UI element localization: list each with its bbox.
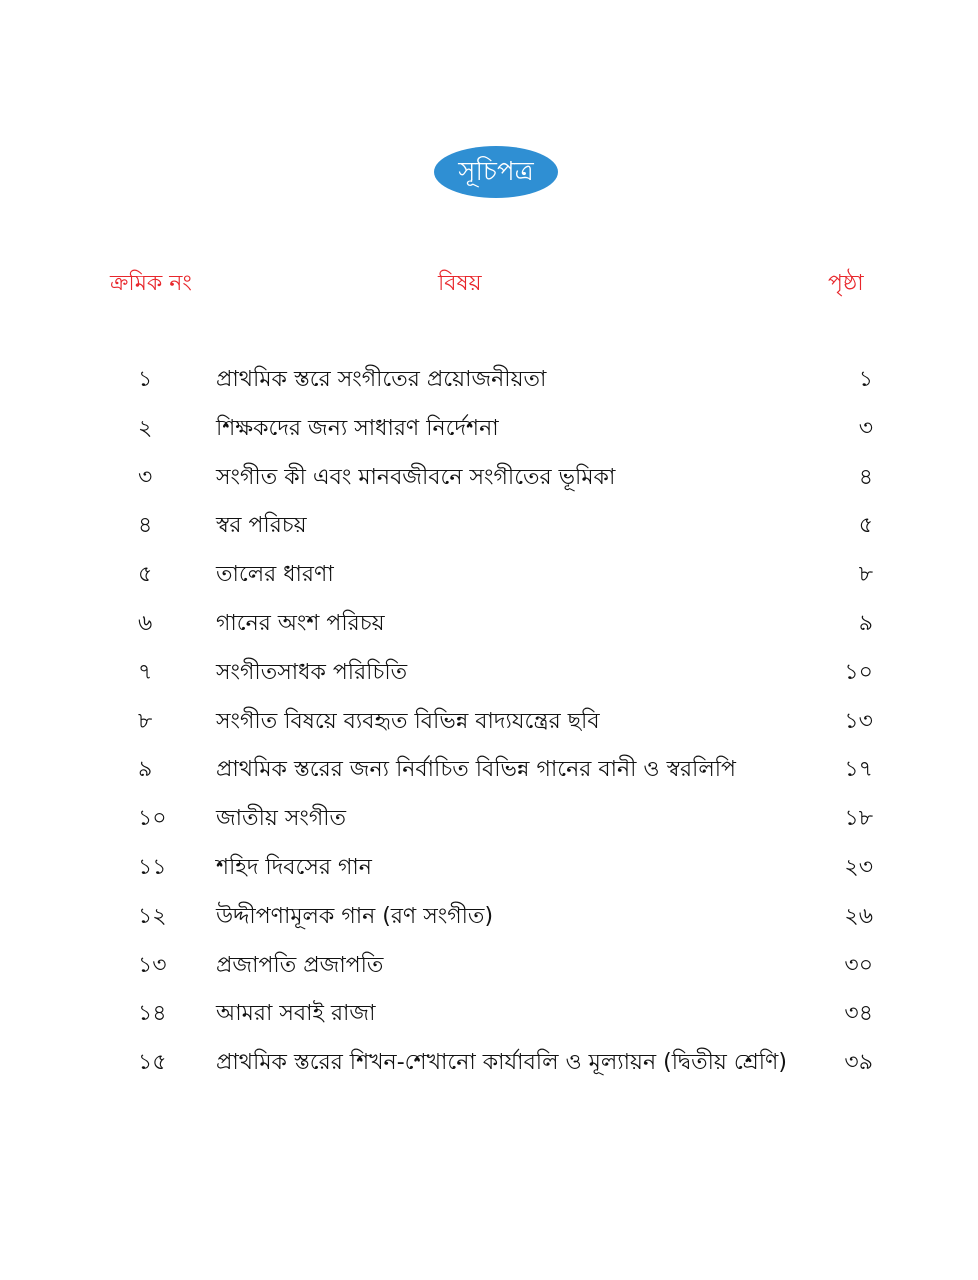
page-number: ১০ xyxy=(844,659,873,685)
toc-row xyxy=(0,413,978,462)
toc-row xyxy=(0,364,978,413)
page-number: ৪ xyxy=(858,464,873,490)
page-number: ১৩ xyxy=(844,708,873,734)
toc-row xyxy=(0,608,978,657)
page-number: ১ xyxy=(858,367,873,392)
toc-row xyxy=(0,754,978,803)
chapter-title: শহিদ দিবসের গান xyxy=(216,854,372,880)
chapter-title: আমরা সবাই রাজা xyxy=(216,1001,376,1027)
chapter-title: জাতীয় সংগীত xyxy=(216,806,347,832)
serial-number: ১ xyxy=(138,367,153,392)
chapter-title: শিক্ষকদের জন্য সাধারণ নির্দেশনা xyxy=(216,415,499,441)
column-header-page: পৃষ্ঠা xyxy=(828,271,864,296)
chapter-title: সংগীত বিষয়ে ব্যবহৃত বিভিন্ন বাদ্যযন্ত্রের ছবি xyxy=(216,708,600,734)
page-number: ১৮ xyxy=(844,806,873,832)
toc-row xyxy=(0,852,978,901)
chapter-title: গানের অংশ পরিচয় xyxy=(216,610,385,636)
toc-row xyxy=(0,901,978,950)
toc-row xyxy=(0,998,978,1047)
column-header-serial: ক্রমিক নং xyxy=(110,271,192,296)
serial-number: ৩ xyxy=(138,464,153,490)
column-header-subject: বিষয় xyxy=(438,271,482,296)
page-title: সূচিপত্র xyxy=(458,157,534,187)
chapter-title: প্রাথমিক স্তরের জন্য নির্বাচিত বিভিন্ন গানের বানী ও স্বরলিপি xyxy=(216,757,736,783)
page-number: ১৭ xyxy=(844,757,873,783)
page-number: ২৩ xyxy=(844,854,873,880)
chapter-title: তালের ধারণা xyxy=(216,562,334,588)
toc-row xyxy=(0,803,978,852)
serial-number: ৯ xyxy=(138,757,153,783)
page-number: ৮ xyxy=(858,562,873,588)
chapter-title: উদ্দীপণামূলক গান (রণ সংগীত) xyxy=(216,903,494,929)
serial-number: ১৫ xyxy=(138,1050,167,1076)
chapter-title: প্রাথমিক স্তরের শিখন-শেখানো কার্যাবলি ও মূল্যায়ন (দ্বিতীয় শ্রেণি) xyxy=(216,1050,787,1076)
serial-number: ৭ xyxy=(138,659,153,685)
page-number: ৩০ xyxy=(844,952,873,978)
title-badge xyxy=(434,146,558,198)
page-number: ৩৯ xyxy=(844,1050,873,1076)
toc-row xyxy=(0,559,978,608)
toc-row xyxy=(0,950,978,999)
chapter-title: সংগীতসাধক পরিচিতি xyxy=(216,659,408,685)
page-number: ৩৪ xyxy=(844,1001,873,1027)
chapter-title: প্রাথমিক স্তরে সংগীতের প্রয়োজনীয়তা xyxy=(216,367,547,392)
page-number: ৯ xyxy=(858,610,873,636)
chapter-title: সংগীত কী এবং মানবজীবনে সংগীতের ভূমিকা xyxy=(216,464,616,490)
serial-number: ১৩ xyxy=(138,952,167,978)
page-number: ৩ xyxy=(858,415,873,441)
page-number: ৫ xyxy=(858,513,873,539)
serial-number: ১৪ xyxy=(138,1001,167,1027)
chapter-title: স্বর পরিচয় xyxy=(216,513,307,539)
chapter-title: প্রজাপতি প্রজাপতি xyxy=(216,952,384,978)
table-of-contents xyxy=(0,364,978,1096)
toc-row xyxy=(0,1047,978,1096)
serial-number: ১০ xyxy=(138,806,167,832)
serial-number: ৬ xyxy=(138,610,153,636)
toc-row xyxy=(0,657,978,706)
serial-number: ১১ xyxy=(138,854,167,880)
serial-number: ৮ xyxy=(138,708,153,734)
serial-number: ৫ xyxy=(138,562,153,588)
toc-row xyxy=(0,510,978,559)
toc-row xyxy=(0,706,978,755)
page-number: ২৬ xyxy=(844,903,873,929)
serial-number: ১২ xyxy=(138,903,167,929)
toc-row xyxy=(0,462,978,511)
serial-number: ২ xyxy=(138,415,153,441)
serial-number: ৪ xyxy=(138,513,153,539)
